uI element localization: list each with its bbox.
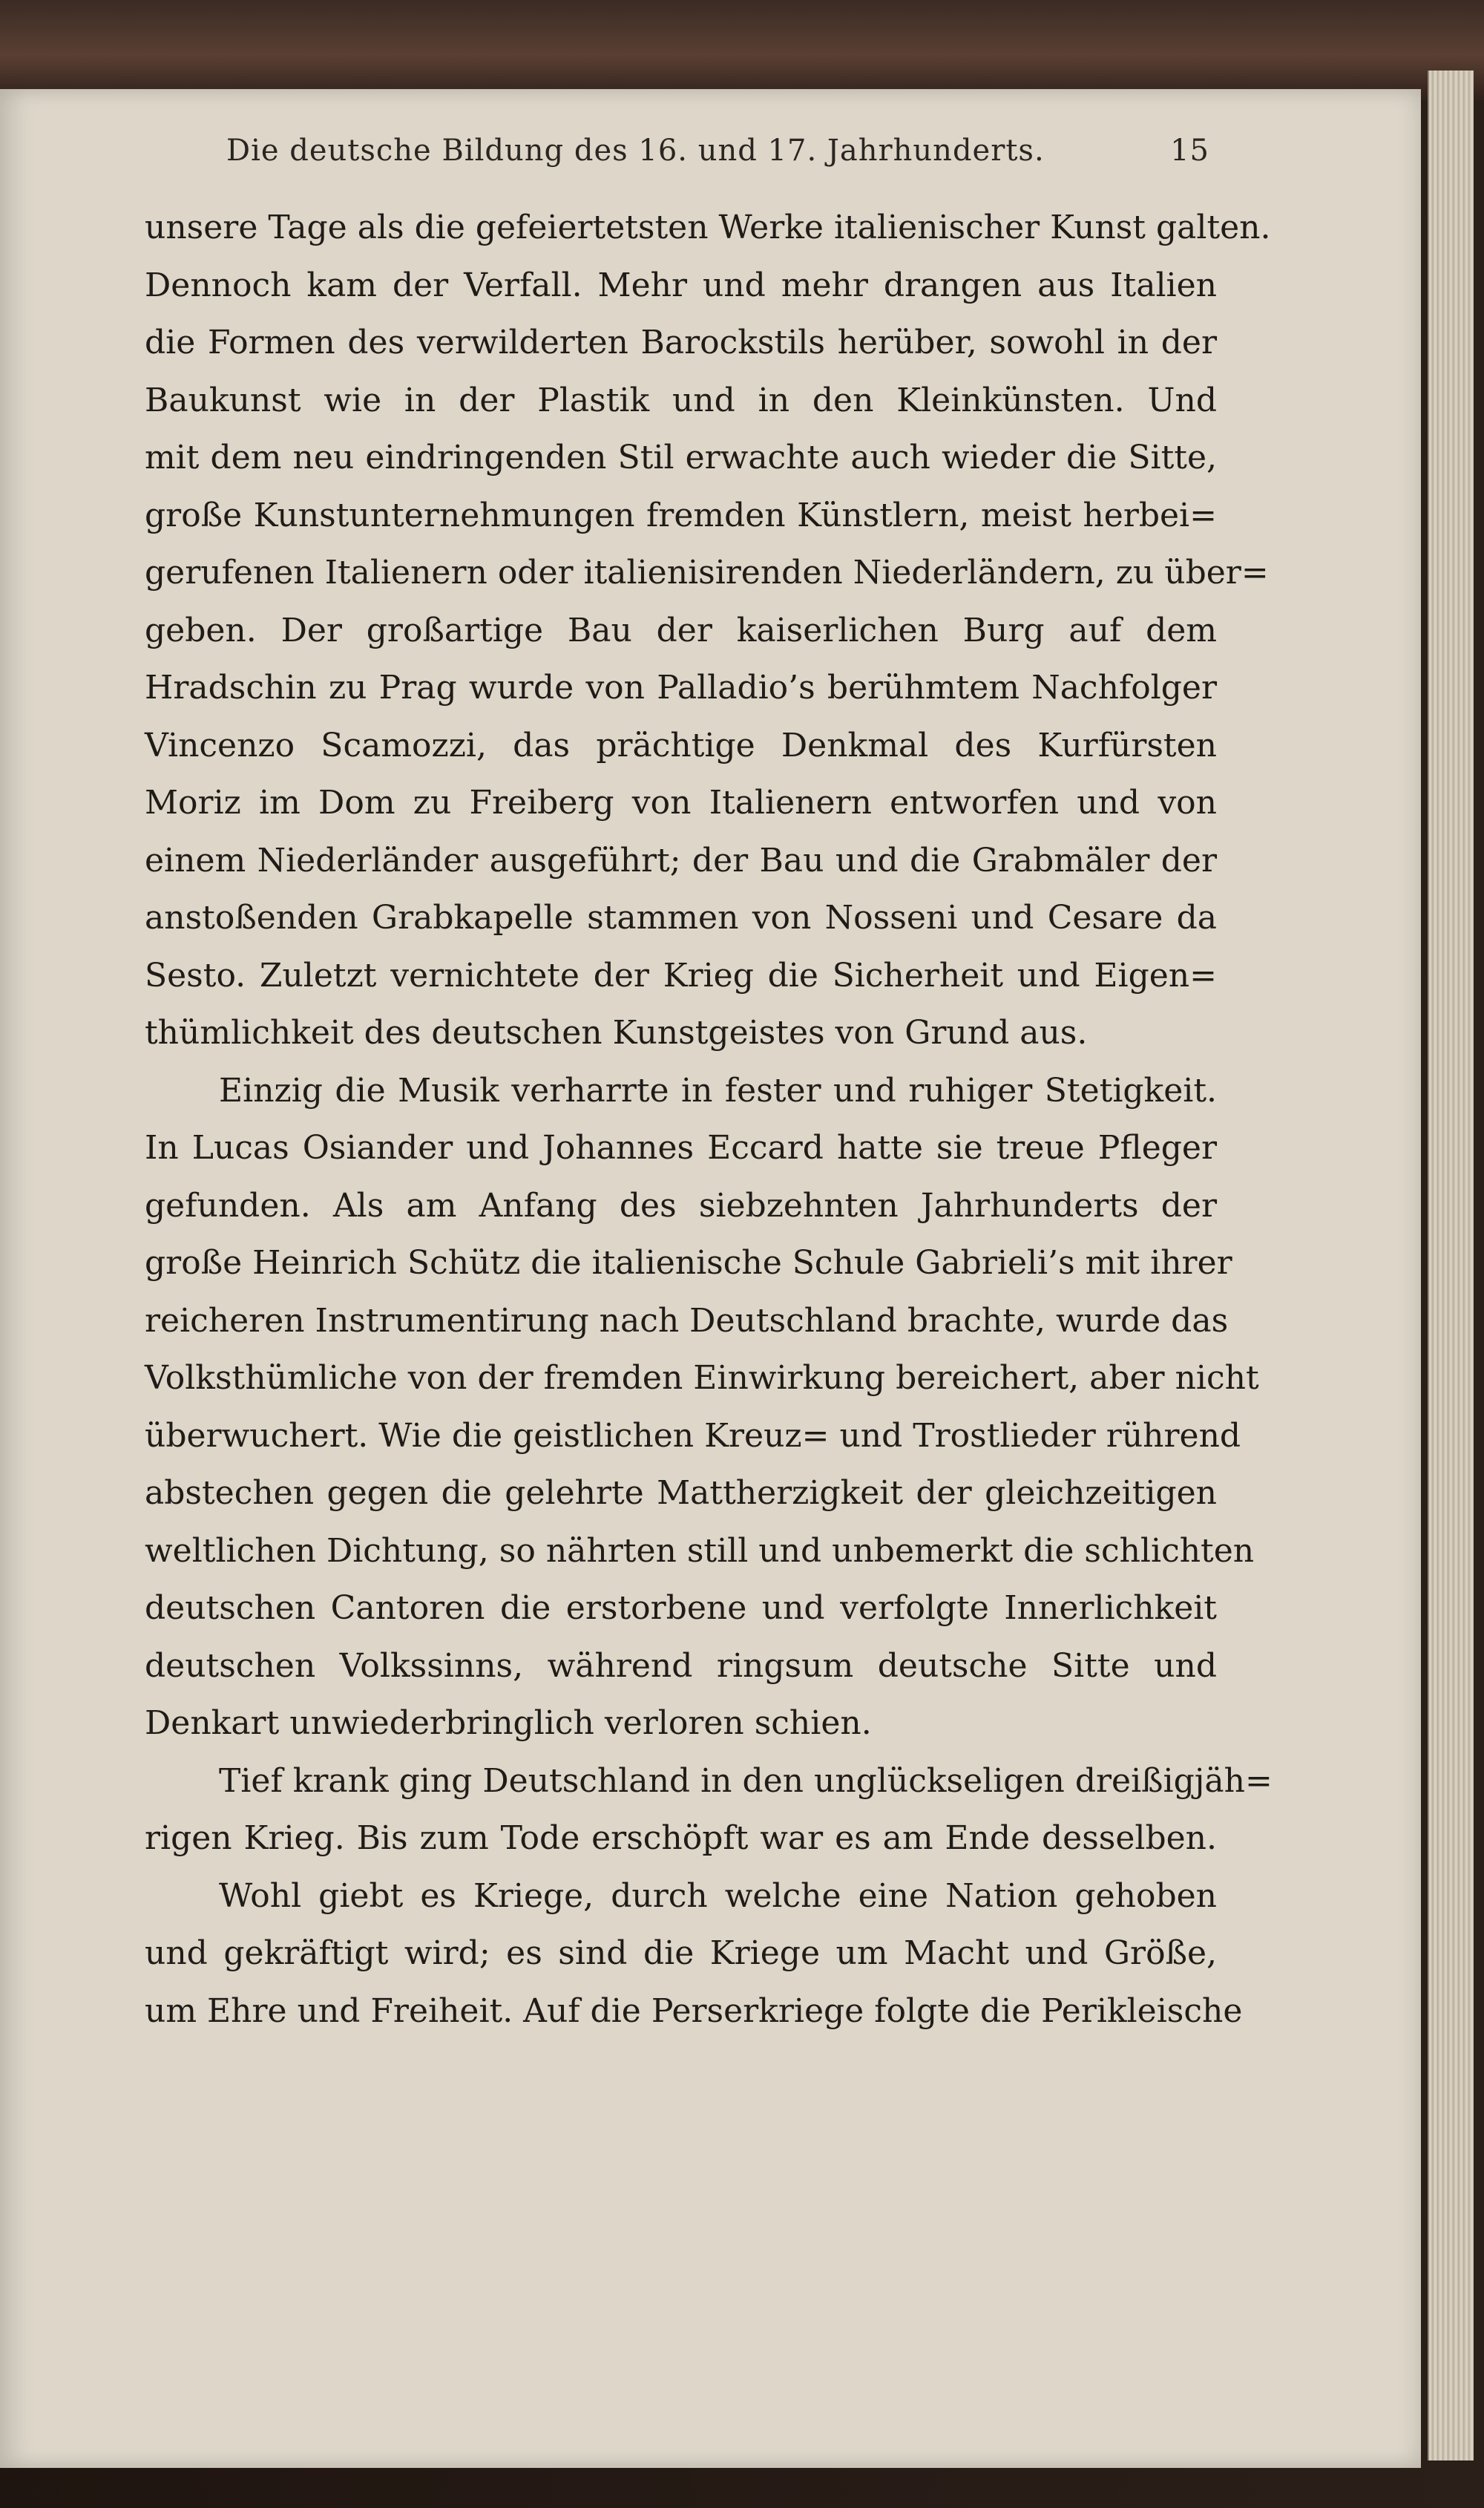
text-line: Volksthümliche von der fremden Einwirkung bereichert, aber nicht — [145, 1359, 1259, 1397]
text-line: deutschen Volkssinns, während ringsum deutsche Sitte und — [145, 1646, 1217, 1685]
text-line: unsere Tage als die gefeiertetsten Werke italienischer Kunst galten. — [145, 209, 1271, 246]
text-line: Hradschin zu Prag wurde von Palladio’s berühmtem Nachfolger — [145, 669, 1217, 707]
text-line: um Ehre und Freiheit. Auf die Perserkriege folgte die Perikleische — [145, 1991, 1243, 2030]
running-head — [226, 134, 1209, 168]
running-title: Die deutsche Bildung des 16. und 17. Jahrhunderts. — [226, 134, 1045, 168]
text-line: gefunden. Als am Anfang des siebzehnten Jahrhunderts der — [145, 1186, 1217, 1225]
text-line: thümlichkeit des deutschen Kunstgeistes von Grund aus. — [145, 1014, 1088, 1052]
text-line: große Kunstunternehmungen fremden Künstlern, meist herbei= — [145, 496, 1217, 534]
text-line: Dennoch kam der Verfall. Mehr und mehr drangen aus Italien — [145, 266, 1217, 304]
text-line: und gekräftigt wird; es sind die Kriege um Macht und Größe, — [145, 1934, 1217, 1972]
text-line: geben. Der großartige Bau der kaiserlichen Burg auf dem — [145, 611, 1217, 649]
text-line: deutschen Cantoren die erstorbene und verfolgte Innerlichkeit — [145, 1589, 1217, 1627]
text-line: einem Niederländer ausgeführt; der Bau und die Grabmäler der — [145, 841, 1217, 880]
text-line: anstoßenden Grabkapelle stammen von Nosseni und Cesare da — [145, 899, 1217, 937]
text-line: Denkart unwiederbringlich verloren schien. — [145, 1704, 872, 1742]
text-line: In Lucas Osiander und Johannes Eccard hatte sie treue Pfleger — [145, 1129, 1217, 1167]
text-line: Sesto. Zuletzt vernichtete der Krieg die Sicherheit und Eigen= — [145, 956, 1217, 995]
text-line: abstechen gegen die gelehrte Mattherzigkeit der gleichzeitigen — [145, 1474, 1217, 1512]
text-line: Moriz im Dom zu Freiberg von Italienern entworfen und von — [145, 784, 1217, 822]
page-edges — [1428, 71, 1474, 2460]
text-line: große Heinrich Schütz die italienische Schule Gabrieli’s mit ihrer — [145, 1244, 1232, 1282]
text-line: überwuchert. Wie die geistlichen Kreuz= und Trostlieder rührend — [145, 1416, 1241, 1455]
text-line: gerufenen Italienern oder italienisirenden Niederländern, zu über= — [145, 554, 1269, 592]
text-line: mit dem neu eindringenden Stil erwachte auch wieder die Sitte, — [145, 439, 1217, 477]
text-line: Tief krank ging Deutschland in den unglückseligen dreißigjäh= — [219, 1761, 1273, 1800]
text-line: rigen Krieg. Bis zum Tode erschöpft war es am Ende desselben. — [145, 1819, 1217, 1857]
text-line: Baukunst wie in der Plastik und in den Kleinkünsten. Und — [145, 381, 1217, 419]
text-line: die Formen des verwilderten Barockstils herüber, sowohl in der — [145, 324, 1217, 361]
text-line: Wohl giebt es Kriege, durch welche eine Nation gehoben — [219, 1876, 1217, 1915]
book-cover-top — [0, 0, 1484, 100]
text-line: Einzig die Musik verharrte in fester und ruhiger Stetigkeit. — [219, 1071, 1217, 1110]
page-number: 15 — [1170, 134, 1209, 168]
text-line: weltlichen Dichtung, so nährten still und unbemerkt die schlichten — [145, 1531, 1255, 1570]
text-line: Vincenzo Scamozzi, das prächtige Denkmal des Kurfürsten — [145, 726, 1217, 764]
text-line: reicheren Instrumentirung nach Deutschland brachte, wurde das — [145, 1301, 1229, 1340]
body-text — [145, 199, 1273, 2040]
